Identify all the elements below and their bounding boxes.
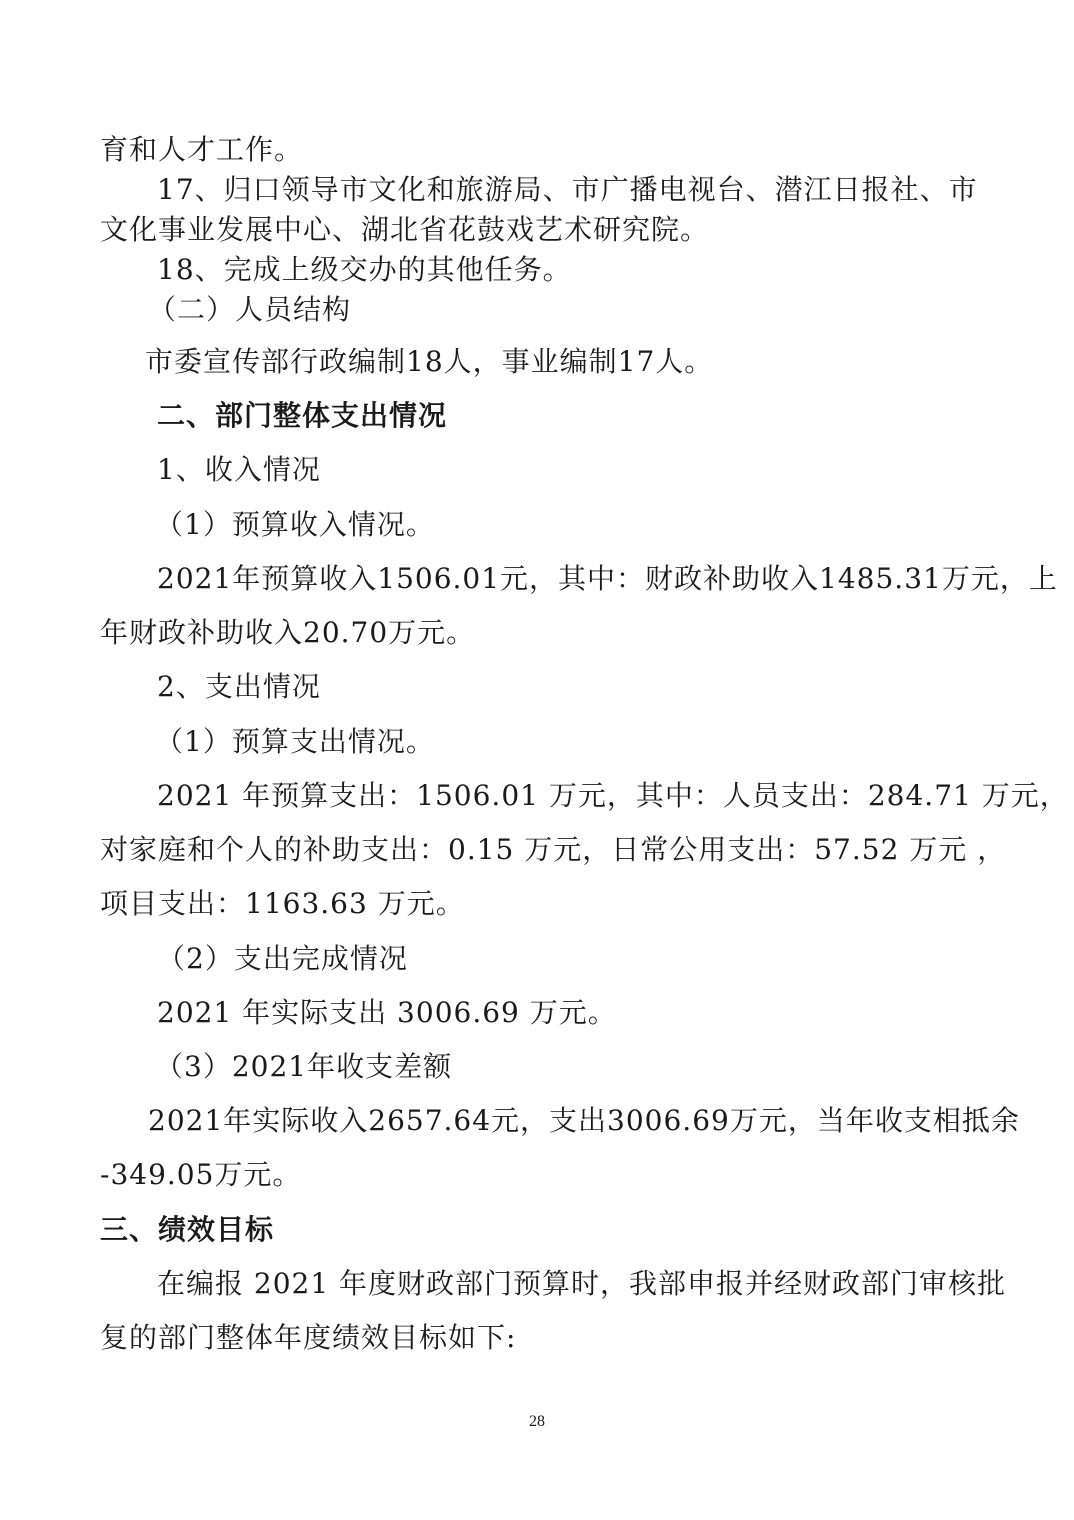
- text-line: 项目支出：1163.63 万元。: [100, 887, 465, 920]
- subsection-heading: 2、支出情况: [157, 670, 321, 703]
- subsection-heading: （3）2021年收支差额: [155, 1050, 453, 1083]
- text-line: -349.05万元。: [100, 1158, 302, 1191]
- text-line: 2021年预算收入1506.01元，其中：财政补助收入1485.31万元，上: [157, 562, 1058, 595]
- text-line: 育和人才工作。: [100, 133, 304, 166]
- subsection-heading: 1、收入情况: [157, 453, 321, 486]
- text-line: 2021 年实际支出 3006.69 万元。: [157, 996, 617, 1029]
- section-subheading: （二）人员结构: [148, 293, 352, 326]
- text-line: 年财政补助收入20.70万元。: [100, 616, 476, 649]
- text-line: 市委宣传部行政编制18人，事业编制17人。: [145, 345, 714, 378]
- section-heading: 三、绩效目标: [100, 1213, 275, 1246]
- text-line: 2021年实际收入2657.64元，支出3006.69万元，当年收支相抵余: [148, 1104, 1020, 1137]
- text-line: 复的部门整体年度绩效目标如下:: [100, 1321, 517, 1354]
- section-heading: 二、部门整体支出情况: [157, 399, 448, 432]
- text-line: 在编报 2021 年度财政部门预算时，我部申报并经财政部门审核批: [157, 1267, 1007, 1300]
- text-line: 18、完成上级交办的其他任务。: [157, 253, 572, 286]
- subsection-heading: （1）预算收入情况。: [155, 508, 435, 541]
- text-line: 对家庭和个人的补助支出：0.15 万元，日常公用支出：57.52 万元 ，: [100, 833, 1007, 866]
- text-line: 2021 年预算支出：1506.01 万元，其中：人员支出：284.71 万元，: [157, 779, 1069, 812]
- text-line: 文化事业发展中心、湖北省花鼓戏艺术研究院。: [100, 213, 710, 246]
- page-number: 28: [529, 1413, 545, 1430]
- subsection-heading: （1）预算支出情况。: [155, 725, 435, 758]
- text-line: 17、归口领导市文化和旅游局、市广播电视台、潜江日报社、市: [157, 173, 978, 206]
- subsection-heading: （2）支出完成情况: [157, 942, 408, 975]
